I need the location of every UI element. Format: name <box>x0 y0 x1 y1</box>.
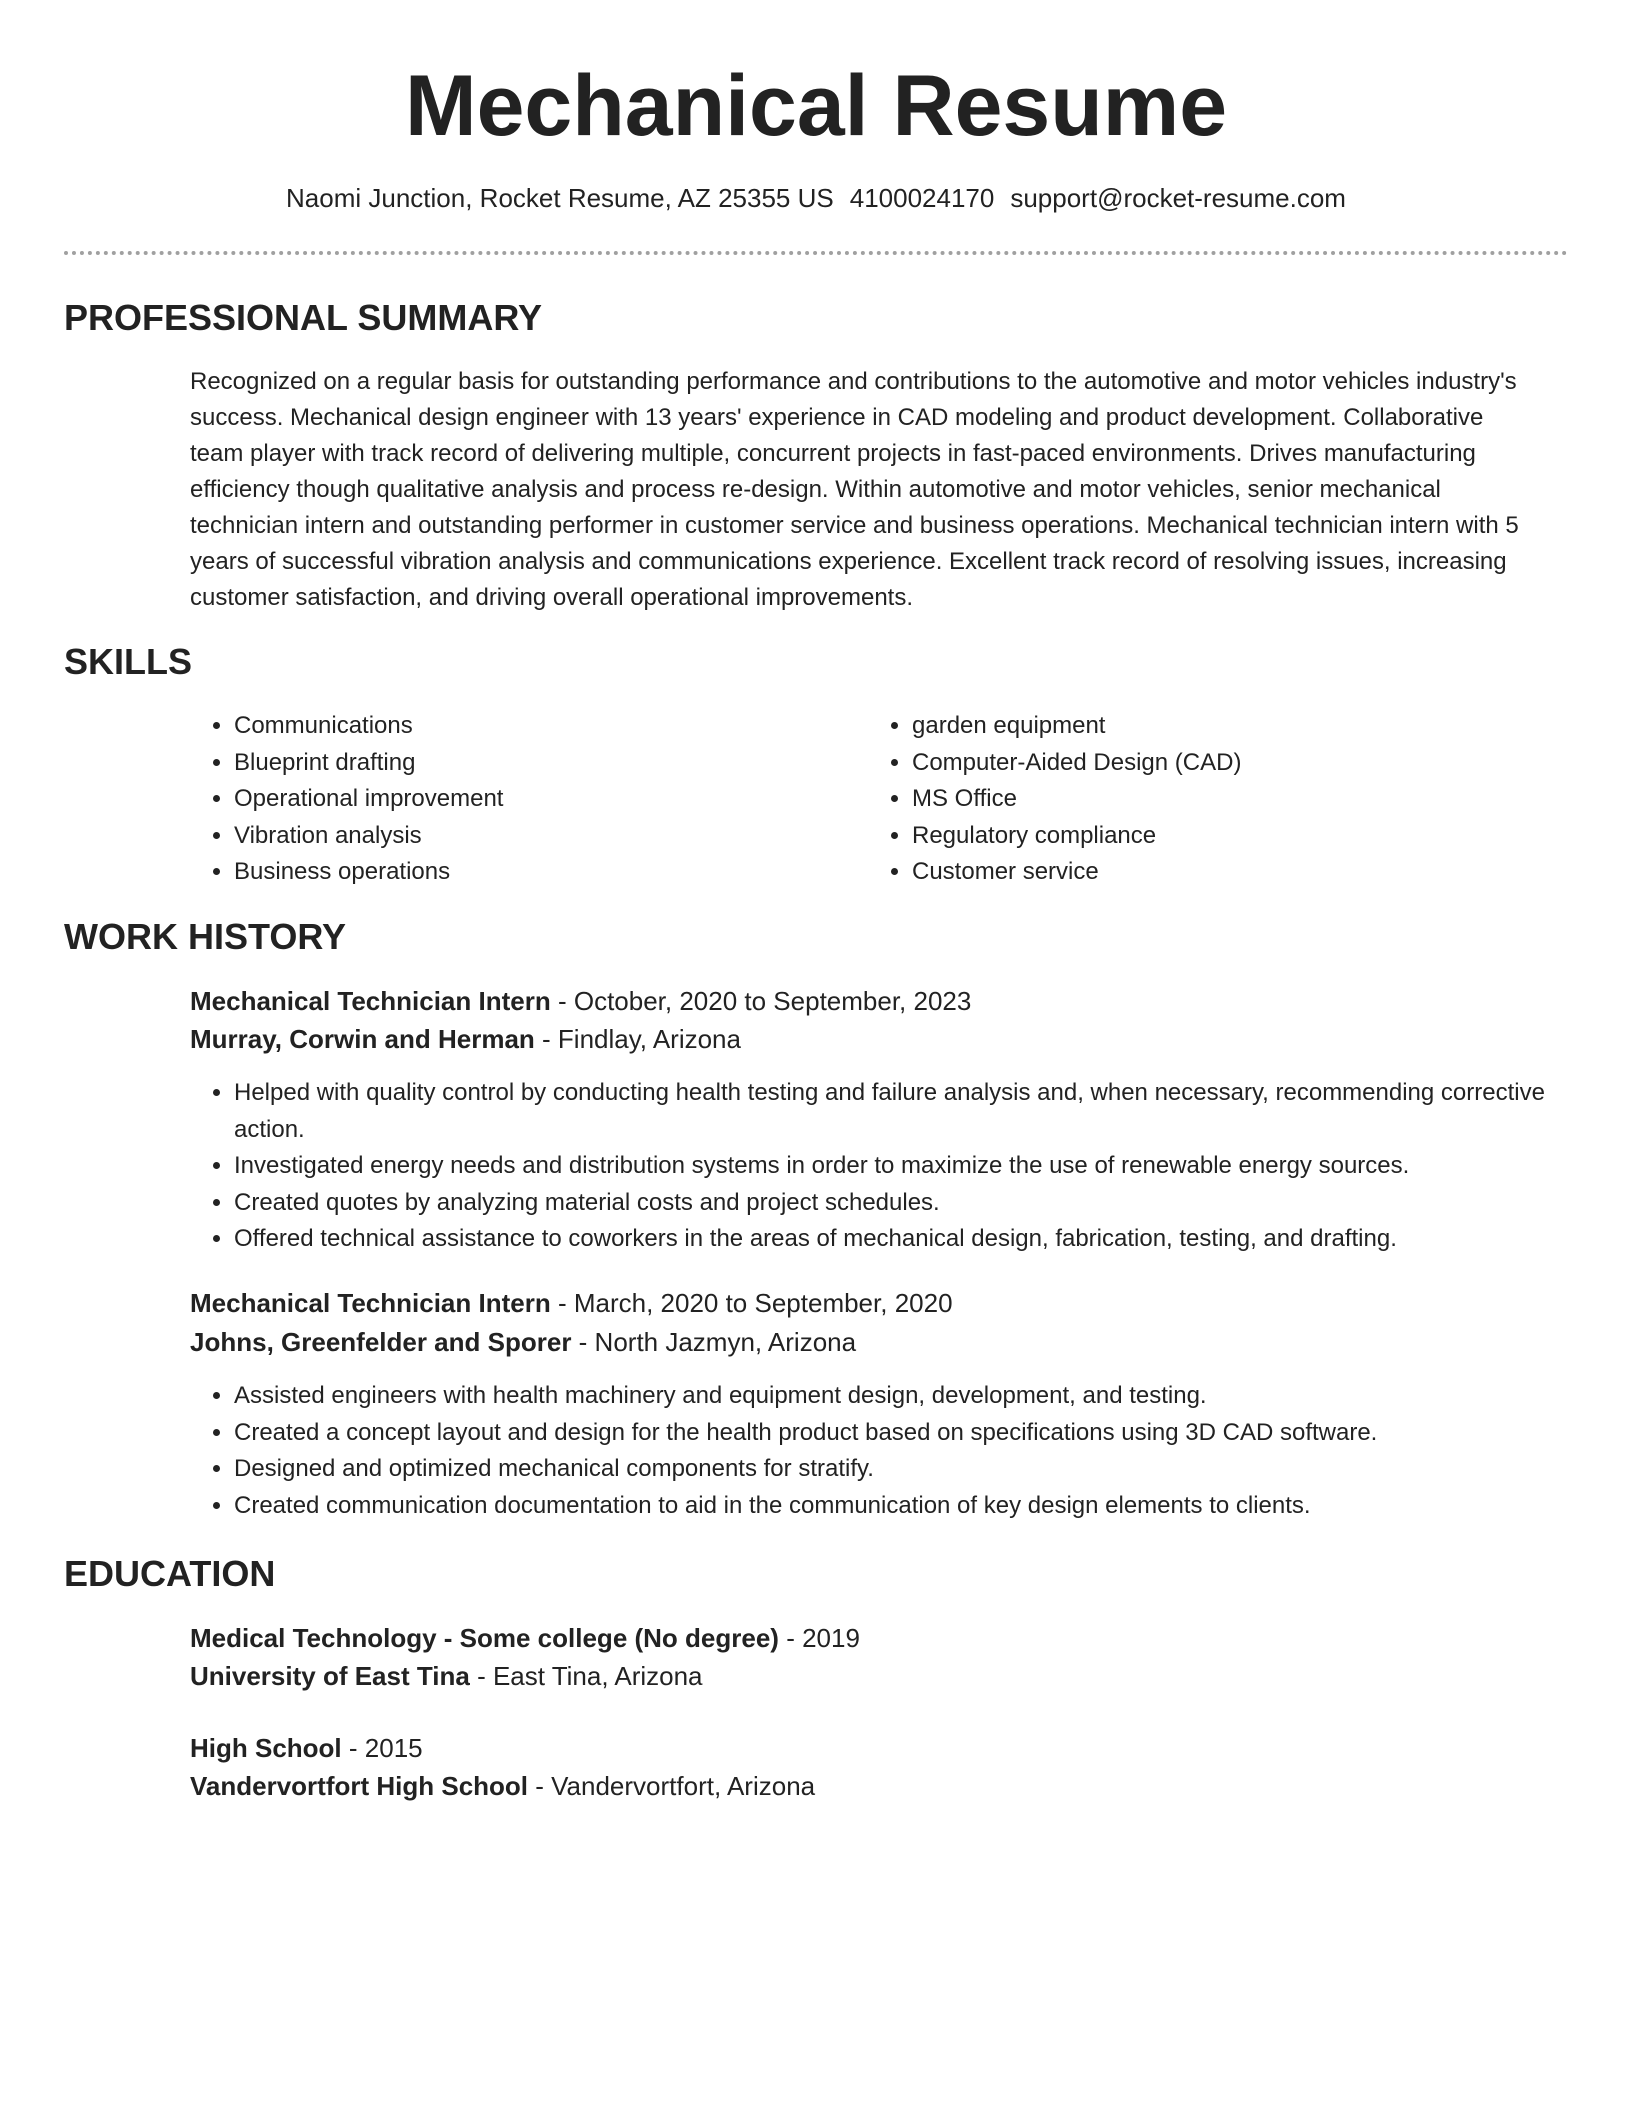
education-year: - 2015 <box>341 1733 423 1763</box>
job-title-line <box>190 983 971 1019</box>
contact-phone: 4100024170 <box>849 183 995 213</box>
skill-item: • Operational improvement <box>234 781 854 818</box>
education-degree: Medical Technology - Some college (No degree) <box>190 1623 779 1653</box>
education-location: - Vandervortfort, Arizona <box>528 1771 816 1801</box>
job-title: Mechanical Technician Intern <box>190 1288 551 1318</box>
summary-heading: PROFESSIONAL SUMMARY <box>64 297 543 338</box>
contact-line <box>0 180 1632 216</box>
job-location: - Findlay, Arizona <box>534 1024 741 1054</box>
education-degree-line <box>190 1730 423 1766</box>
education-school: University of East Tina <box>190 1661 470 1691</box>
job-bullet: • Created a concept layout and design for the health product based on specifications using 3D CAD software. <box>234 1415 1579 1452</box>
job-location: - North Jazmyn, Arizona <box>571 1327 857 1357</box>
education-year: - 2019 <box>778 1623 860 1653</box>
contact-email: support@rocket-resume.com <box>1010 183 1346 213</box>
contact-address: Naomi Junction, Rocket Resume, AZ 25355 US <box>286 183 834 213</box>
skill-item: • Communications <box>234 708 854 745</box>
job-bullets <box>190 1378 1579 1524</box>
summary-text: Recognized on a regular basis for outstanding performance and contributions to the automotive and motor vehicles industry's success. Mechanical design engineer with 13 years' experience in CAD modeling and product development. Collaborative team player with track record of delivering multiple, concurrent projects in fast-paced environments. Drives manufacturing efficiency though qualitative analysis and process re-design. Within automotive and motor vehicles, senior mechanical technician intern and outstanding performer in customer service and business operations. Mechanical technician intern with 5 years of successful vibration analysis and communications experience. Excellent track record of resolving issues, increasing customer satisfaction, and driving overall operational improvements. <box>190 368 1519 611</box>
job-company-line <box>190 1021 741 1057</box>
job-bullet: • Offered technical assistance to coworkers in the areas of mechanical design, fabrication, testing, and drafting. <box>234 1221 1579 1258</box>
skill-item: • Vibration analysis <box>234 818 854 855</box>
education-heading: EDUCATION <box>64 1553 276 1594</box>
job-bullet: • Created communication documentation to aid in the communication of key design elements to clients. <box>234 1488 1579 1525</box>
job-bullet: • Created quotes by analyzing material costs and project schedules. <box>234 1185 1579 1222</box>
skill-item: • Regulatory compliance <box>912 818 1572 855</box>
skills-heading: SKILLS <box>64 641 193 682</box>
work-heading: WORK HISTORY <box>64 916 347 957</box>
education-degree: High School <box>190 1733 342 1763</box>
job-bullet: • Helped with quality control by conducting health testing and failure analysis and, when necessary, recommending corrective action. <box>234 1075 1579 1148</box>
resume-title: Mechanical Resume <box>404 58 1228 154</box>
job-company: Johns, Greenfelder and Sporer <box>190 1327 572 1357</box>
skills-list-right <box>868 708 1572 891</box>
job-title-line <box>190 1285 953 1321</box>
job-title: Mechanical Technician Intern <box>190 986 551 1016</box>
job-dates: - October, 2020 to September, 2023 <box>550 986 972 1016</box>
job-dates: - March, 2020 to September, 2020 <box>550 1288 953 1318</box>
education-school: Vandervortfort High School <box>190 1771 529 1801</box>
skill-item: • Computer-Aided Design (CAD) <box>912 745 1572 782</box>
job-bullets <box>190 1075 1579 1258</box>
job-bullet: • Designed and optimized mechanical components for stratify. <box>234 1451 1579 1488</box>
skill-item: • Customer service <box>912 854 1572 891</box>
skill-item: • garden equipment <box>912 708 1572 745</box>
skill-item: • Business operations <box>234 854 854 891</box>
job-company-line <box>190 1324 856 1360</box>
education-degree-line <box>190 1620 860 1656</box>
job-bullet: • Investigated energy needs and distribution systems in order to maximize the use of renewable energy sources. <box>234 1148 1579 1185</box>
education-school-line <box>190 1768 815 1804</box>
skill-item: • MS Office <box>912 781 1572 818</box>
skill-item: • Blueprint drafting <box>234 745 854 782</box>
education-location: - East Tina, Arizona <box>469 1661 703 1691</box>
job-bullet: • Assisted engineers with health machinery and equipment design, development, and testing. <box>234 1378 1579 1415</box>
header-divider <box>64 251 1568 255</box>
education-school-line <box>190 1658 703 1694</box>
skills-list-left <box>190 708 854 891</box>
job-company: Murray, Corwin and Herman <box>190 1024 535 1054</box>
